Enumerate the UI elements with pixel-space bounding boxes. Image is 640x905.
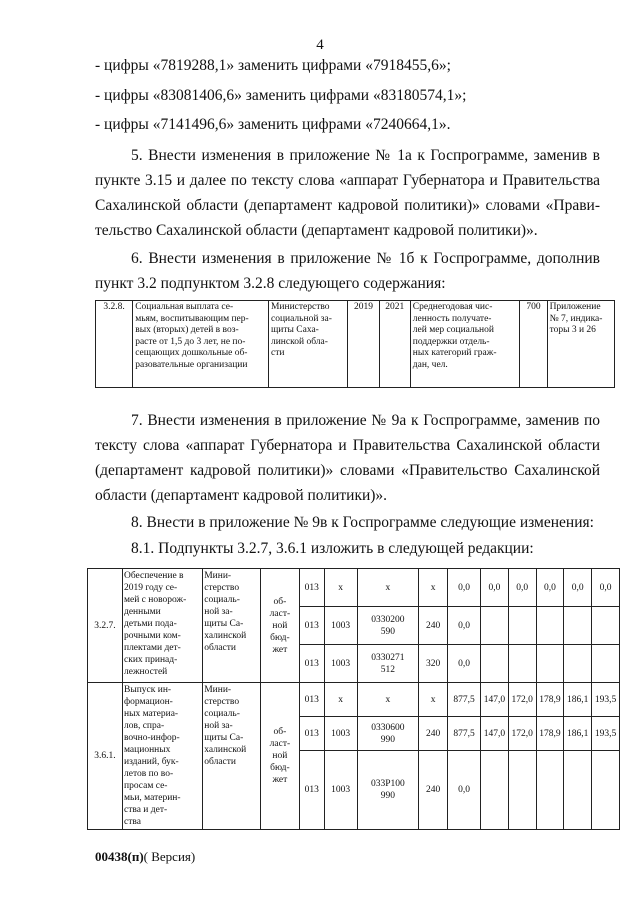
funding-value: 877,5: [448, 683, 481, 717]
funding-value: [536, 751, 564, 830]
table1-indicator-line: ных категорий граж-: [412, 348, 497, 358]
table1-name-line: мьям, воспитывающим пер-: [135, 313, 249, 324]
section-code: 1003: [324, 645, 357, 683]
paragraph-6-line-1: 6. Внести изменения в приложение № 1б к Госпрограмме, дополнив: [131, 250, 600, 267]
paragraph-6: [95, 246, 600, 296]
executor-line: щиты Са-: [204, 733, 244, 743]
measure-name-line: вочно-инфор-: [123, 733, 180, 743]
measure-name-line: формацион-: [123, 697, 173, 707]
measure-name-line: детьми пода-: [123, 619, 177, 629]
table1-executor-line: щиты Саха-: [270, 325, 319, 335]
measure-name-line: рочными ком-: [123, 631, 181, 641]
measure-name-line: ства и дет-: [123, 805, 168, 815]
paragraph-7: [95, 408, 600, 508]
executor-line: ной за-: [204, 607, 233, 617]
table1-appendix-line: Приложение: [549, 302, 601, 312]
grbs-code: 013: [299, 717, 324, 751]
paragraph-7-line-1: 7. Внести изменения в приложение № 9а к Госпрограмме, заменив по: [131, 412, 600, 429]
table1-year-end: 2021: [379, 301, 410, 388]
executor-line: халинской: [204, 745, 247, 755]
document-code: 00438(п): [95, 849, 144, 864]
expense-type-code: 320: [419, 645, 448, 683]
section-code: 1003: [324, 717, 357, 751]
replacement-line-1: - цифры «7819288,1» заменить цифрами «7918455,6»;: [95, 57, 451, 74]
budget-source-line: ной: [272, 620, 288, 631]
funding-value: 0,0: [508, 569, 536, 607]
expense-type-code: x: [419, 683, 448, 717]
table1-executor: [268, 301, 347, 388]
table-subitem-3-2-8: [95, 300, 615, 388]
paragraph-5: [95, 143, 600, 243]
paragraph-5-line-3: Сахалинской области (департамент кадровой политики)» словами «Прави-: [95, 197, 600, 214]
target-article-code: 0330600 990: [357, 717, 419, 751]
measure-name-line: лежностей: [123, 667, 168, 677]
measure-name: [122, 569, 202, 683]
replacement-line-3: - цифры «7141496,6» заменить цифрами «7240664,1».: [95, 116, 451, 133]
executor-line: Мини-: [204, 571, 232, 581]
executor-line: социаль-: [204, 709, 240, 719]
budget-source-line: бюд-: [270, 632, 290, 643]
funding-value: 193,5: [592, 683, 620, 717]
section-code: 1003: [324, 751, 357, 830]
table1-name-line: разовательные организации: [135, 359, 248, 370]
row-number: 3.6.1.: [88, 683, 123, 830]
table1-name-line: Социальная выплата се-: [135, 302, 234, 312]
executor-line: области: [204, 643, 236, 653]
table1-year-start: 2019: [348, 301, 379, 388]
funding-value: 0,0: [448, 607, 481, 645]
funding-value: 193,5: [592, 717, 620, 751]
funding-value: [536, 645, 564, 683]
table-row: [88, 683, 620, 717]
paragraph-5-line-2: пункте 3.15 и далее по тексту слова «аппарат Губернатора и Правительства: [95, 172, 600, 189]
table1-name-line: расте от 1,5 до 3 лет, не по-: [135, 336, 246, 347]
funding-value: [508, 645, 536, 683]
grbs-code: 013: [299, 645, 324, 683]
paragraph-6-line-2: пункт 3.2 подпунктом 3.2.8 следующего содержания:: [95, 275, 446, 292]
measure-name-line: ных материа-: [123, 709, 179, 719]
paragraph-7-line-3: (департамент кадровой политики)» словами «Правительство Сахалинской: [95, 462, 600, 479]
measure-name-line: Выпуск ин-: [123, 685, 172, 695]
funding-value: [536, 607, 564, 645]
measure-name-line: плектами дет-: [123, 643, 181, 653]
table1-value: 700: [520, 301, 547, 388]
funding-value: [508, 607, 536, 645]
funding-value: [508, 751, 536, 830]
section-code: x: [324, 683, 357, 717]
target-article-code: 033Р100 990: [357, 751, 419, 830]
funding-value: [564, 645, 592, 683]
table1-indicator-line: поддержки отдель-: [412, 336, 490, 347]
table-row: [88, 569, 620, 607]
target-article-code: x: [357, 569, 419, 607]
measure-name-line: Обеспечение в: [123, 571, 184, 581]
executor-line: ной за-: [204, 721, 233, 731]
executor: [203, 569, 261, 683]
table1-num: 3.2.8.: [96, 301, 133, 388]
table1-indicator-line: Среднегодовая чис-: [412, 302, 493, 312]
budget-source-line: ласт-: [269, 608, 291, 619]
paragraph-5-line-4: тельство Сахалинской области (департамент кадровой политики)».: [95, 222, 538, 239]
funding-value: 877,5: [448, 717, 481, 751]
table1-executor-line: Министерство: [270, 302, 330, 312]
section-code: 1003: [324, 607, 357, 645]
grbs-code: 013: [299, 751, 324, 830]
executor-line: халинской: [204, 631, 247, 641]
table1-appendix-line: № 7, индика-: [549, 313, 603, 324]
replacement-line-2: - цифры «83081406,6» заменить цифрами «83180574,1»;: [95, 87, 467, 104]
funding-value: 0,0: [592, 569, 620, 607]
grbs-code: 013: [299, 569, 324, 607]
target-article-code: x: [357, 683, 419, 717]
table1-name-line: сещающих дошкольные об-: [135, 348, 248, 358]
page-number: 4: [316, 37, 324, 53]
section-code: x: [324, 569, 357, 607]
executor-line: щиты Са-: [204, 619, 244, 629]
measure-name-line: мьи, материн-: [123, 793, 181, 803]
funding-value: 0,0: [448, 569, 481, 607]
paragraph-8-1: 8.1. Подпункты 3.2.7, 3.6.1 изложить в следующей редакции:: [131, 540, 534, 557]
funding-value: 186,1: [564, 683, 592, 717]
expense-type-code: 240: [419, 717, 448, 751]
measure-name-line: лов, спра-: [123, 721, 165, 731]
funding-value: 0,0: [448, 751, 481, 830]
budget-source-line: бюд-: [270, 763, 290, 773]
funding-value: 147,0: [481, 717, 509, 751]
table1-executor-line: социальной за-: [270, 313, 332, 324]
funding-value: 172,0: [508, 683, 536, 717]
funding-value: 186,1: [564, 717, 592, 751]
table1-indicator-line: ленность получате-: [412, 313, 492, 324]
table1-appendix-line: торы 3 и 26: [549, 325, 596, 335]
budget-source-line: жет: [272, 644, 288, 655]
budget-source-line: ласт-: [269, 739, 291, 749]
funding-value: [592, 751, 620, 830]
expense-type-code: x: [419, 569, 448, 607]
executor: [203, 683, 261, 830]
funding-value: 178,9: [536, 683, 564, 717]
funding-value: [592, 607, 620, 645]
paragraph-8: 8. Внести в приложение № 9в к Госпрограмме следующие изменения:: [131, 514, 594, 531]
budget-source: [260, 569, 299, 683]
executor-line: стерство: [204, 697, 240, 707]
budget-source: [260, 683, 299, 830]
executor-line: социаль-: [204, 595, 240, 605]
funding-value: [481, 645, 509, 683]
table1-executor-line: линской обла-: [270, 336, 328, 347]
grbs-code: 013: [299, 683, 324, 717]
paragraph-7-line-2: тексту слова «аппарат Губернатора и Правительства Сахалинской области: [95, 437, 600, 454]
measure-name-line: просам се-: [123, 781, 168, 791]
table1-name-line: вых (вторых) детей в воз-: [135, 325, 239, 335]
target-article-code: 0330200 590: [357, 607, 419, 645]
funding-value: 147,0: [481, 683, 509, 717]
funding-value: [564, 607, 592, 645]
funding-value: [564, 751, 592, 830]
measure-name-line: денными: [123, 607, 161, 617]
funding-value: 0,0: [536, 569, 564, 607]
table-row: [96, 301, 615, 388]
funding-value: [592, 645, 620, 683]
measure-name-line: летов по во-: [123, 769, 174, 779]
funding-value: 0,0: [481, 569, 509, 607]
table1-indicator-line: лей мер социальной: [412, 325, 494, 335]
table1-executor-line: сти: [270, 348, 285, 358]
measure-name-line: ства: [123, 817, 141, 827]
row-number: 3.2.7.: [88, 569, 123, 683]
table1-indicator: [410, 301, 520, 388]
measure-name-line: 2019 году се-: [123, 583, 178, 593]
expense-type-code: 240: [419, 751, 448, 830]
executor-line: стерство: [204, 583, 240, 593]
funding-value: [481, 607, 509, 645]
measure-name-line: мей с новорож-: [123, 595, 187, 605]
budget-source-line: об-: [273, 727, 287, 737]
funding-value: 178,9: [536, 717, 564, 751]
footer: [95, 849, 195, 865]
executor-line: области: [204, 757, 236, 767]
version-label: ( Версия): [143, 849, 196, 864]
measure-name-line: мационных: [123, 745, 171, 755]
budget-source-line: ной: [272, 751, 288, 761]
funding-value: 0,0: [564, 569, 592, 607]
target-article-code: 0330271 512: [357, 645, 419, 683]
paragraph-5-line-1: 5. Внести изменения в приложение № 1а к Госпрограмме, заменив в: [131, 147, 600, 164]
budget-source-line: об-: [273, 596, 287, 607]
expense-type-code: 240: [419, 607, 448, 645]
budget-source-line: жет: [272, 775, 288, 785]
table1-appendix: [547, 301, 614, 388]
executor-line: Мини-: [204, 685, 232, 695]
funding-value: [481, 751, 509, 830]
grbs-code: 013: [299, 607, 324, 645]
measure-name: [122, 683, 202, 830]
measure-name-line: изданий, бук-: [123, 757, 179, 767]
paragraph-7-line-4: области (департамент кадровой политики)».: [95, 487, 388, 504]
funding-value: 0,0: [448, 645, 481, 683]
table1-name: [133, 301, 269, 388]
measure-name-line: ских принад-: [123, 655, 178, 665]
table1-indicator-line: дан, чел.: [412, 359, 448, 370]
funding-value: 172,0: [508, 717, 536, 751]
table-subitems-3-2-7-3-6-1: [87, 568, 620, 830]
